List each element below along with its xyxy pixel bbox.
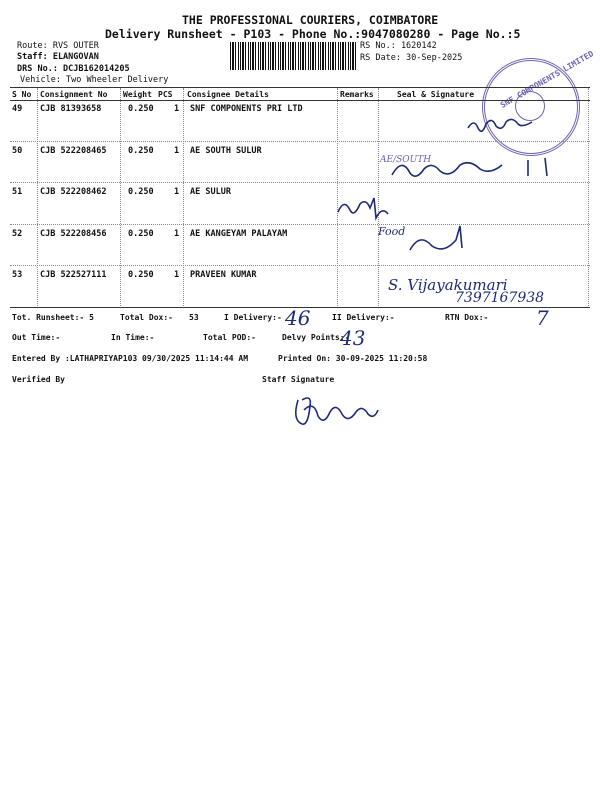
row-49-signature: [468, 119, 532, 131]
total-pod-label: Total POD:-: [203, 333, 256, 342]
col-weight: Weight: [123, 90, 152, 99]
row-51-pcs: 1: [174, 187, 180, 197]
row-50-sno: 50: [12, 146, 23, 156]
row-49-pcs: 1: [174, 104, 180, 114]
printed-on: Printed On: 30-09-2025 11:20:58: [278, 354, 428, 363]
tot-runsheet: Tot. Runsheet:- 5: [12, 313, 94, 322]
rs-date: RS Date: 30-Sep-2025: [360, 53, 463, 63]
rtn-dox-value: 7: [536, 306, 549, 330]
stamp-text: SNF COMPONENTS LIMITED: [498, 49, 596, 110]
row-53-sno: 53: [12, 270, 23, 280]
row-49-consignee: SNF COMPONENTS PRI LTD: [190, 104, 303, 114]
row-53-consignment: CJB 522527111: [40, 270, 107, 280]
route-label: Route: RVS OUTER: [17, 41, 99, 51]
row-51-sno: 51: [12, 187, 23, 197]
row-50-stamp-note: AE/SOUTH: [380, 155, 432, 165]
i-delivery-value: 46: [285, 306, 311, 330]
row-52-weight: 0.250: [128, 229, 154, 239]
col-remarks: Remarks: [340, 90, 374, 99]
i-delivery-label: I Delivery:-: [224, 313, 282, 322]
delvy-points-value: 43: [340, 326, 366, 350]
row-51-consignee: AE SULUR: [190, 187, 231, 197]
vehicle-label: Vehicle: Two Wheeler Delivery: [20, 75, 169, 85]
row-51-weight: 0.250: [128, 187, 154, 197]
row-51-consignment: CJB 522208462: [40, 187, 107, 197]
row-53-weight: 0.250: [128, 270, 154, 280]
in-time-label: In Time:-: [111, 333, 155, 342]
total-dox-value: 53: [189, 313, 199, 322]
row-50-weight: 0.250: [128, 146, 154, 156]
row-52-pcs: 1: [174, 229, 180, 239]
drs-label: DRS No.: DCJB162014205: [17, 64, 130, 74]
rs-number: RS No.: 1620142: [360, 41, 437, 51]
col-pcs: PCS: [158, 90, 173, 99]
row-53-consignee: PRAVEEN KUMAR: [190, 270, 257, 280]
runsheet-subtitle: Delivery Runsheet - P103 - Phone No.:9047080280 - Page No.:5: [105, 27, 521, 41]
row-49-consignment: CJB 81393658: [40, 104, 102, 114]
ii-delivery-label: II Delivery:-: [332, 313, 395, 322]
row-50-consignee: AE SOUTH SULUR: [190, 146, 262, 156]
col-consignment: Consignment No: [40, 90, 108, 99]
row-51-signature: [338, 198, 388, 218]
rtn-dox-label: RTN Dox:-: [445, 313, 489, 322]
col-sno: S No: [12, 90, 32, 99]
col-seal-signature: Seal & Signature: [397, 90, 475, 99]
row-49-weight: 0.250: [128, 104, 154, 114]
verified-by-label: Verified By: [12, 375, 65, 384]
row-53-recipient-name: S. Vijayakumari: [388, 276, 508, 294]
entered-by: Entered By :LATHAPRIYAP103 09/30/2025 11:14:44 AM: [12, 354, 249, 363]
staff-label: Staff: ELANGOVAN: [17, 52, 99, 62]
staff-signature-label: Staff Signature: [262, 375, 335, 384]
row-52-consignment: CJB 522208456: [40, 229, 107, 239]
company-title: THE PROFESSIONAL COURIERS, COIMBATORE: [182, 13, 439, 27]
row-52-note: Food: [378, 225, 406, 238]
row-52-consignee: AE KANGEYAM PALAYAM: [190, 229, 288, 239]
total-dox-label: Total Dox:-: [120, 313, 173, 322]
row-53-pcs: 1: [174, 270, 180, 280]
row-50-consignment: CJB 522208465: [40, 146, 107, 156]
col-consignee: Consignee Details: [187, 90, 269, 99]
row-50-pcs: 1: [174, 146, 180, 156]
row-52-signature: [410, 226, 462, 250]
delvy-points-label: Delvy Points:-: [282, 333, 350, 342]
row-49-sno: 49: [12, 104, 23, 114]
row-53-recipient-phone: 7397167938: [455, 290, 545, 306]
staff-signature-mark: [296, 398, 378, 424]
row-52-sno: 52: [12, 229, 23, 239]
out-time-label: Out Time:-: [12, 333, 61, 342]
